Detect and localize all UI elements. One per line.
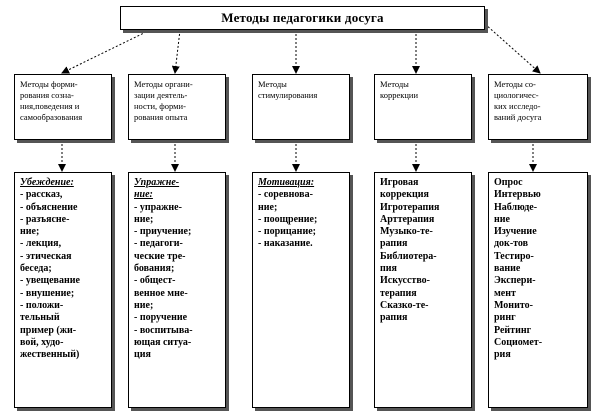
list-item: - объяснение (20, 201, 78, 213)
detail-box-activity (128, 172, 226, 408)
detail-list (134, 202, 220, 362)
detail-box-correction (374, 172, 472, 408)
list-item: Социомет- рия (494, 336, 543, 361)
detail-list (494, 177, 582, 361)
list-item: Интервью (494, 189, 541, 201)
list-item: - наказание. (258, 238, 313, 250)
list-item: Искусство- терапия (380, 275, 430, 299)
list-item: - общест- венное мне- ние; (134, 275, 188, 311)
list-item: - этическая беседа; (20, 250, 72, 275)
list-item: - положи- тельный пример (жи- вой, худо- жественный) (20, 299, 80, 361)
list-item: - педагоги- ческие тре- бования; (134, 238, 186, 275)
list-item: - соревнова- ние; (258, 189, 313, 213)
detail-list (258, 189, 344, 250)
list-item: - разъясне- ние; (20, 213, 70, 238)
list-item: - порицание; (258, 226, 316, 238)
list-item: Опрос (494, 177, 523, 188)
category-label: Методы со- циологичес- ких исследо- ваний досуга (494, 79, 542, 122)
category-box-activity (128, 74, 226, 140)
list-item: - поощрение; (258, 213, 318, 225)
detail-list (20, 189, 106, 361)
list-item: Библиотера- пия (380, 250, 437, 275)
category-label: Методы форми- рования созна- ния,поведения и самообразования (20, 79, 83, 122)
list-item: Сказко-те- рапия (380, 299, 429, 324)
list-item: - воспитыва- ющая ситуа- ция (134, 324, 193, 361)
detail-box-formation (14, 172, 112, 408)
detail-list (380, 177, 466, 325)
category-label: Методы стимулирования (258, 79, 318, 100)
category-box-research (488, 74, 588, 140)
list-item: Монито- ринг (494, 299, 533, 324)
detail-heading: Убеждение: (20, 177, 74, 188)
category-box-correction (374, 74, 472, 140)
category-label: Методы коррекции (380, 79, 418, 100)
list-item: - внушение; (20, 287, 75, 299)
list-item: - увещевание (20, 275, 80, 287)
list-item: Изучение док-тов (494, 226, 537, 250)
list-item: Игровая коррекция (380, 177, 429, 201)
list-item: - упражне- ние; (134, 201, 182, 225)
list-item: - поручение (134, 312, 188, 324)
list-item: Наблюде- ние (494, 201, 538, 225)
diagram-title: Методы педагогики досуга (221, 10, 384, 25)
detail-box-stimulation (252, 172, 350, 408)
list-item: Арттерапия (380, 213, 435, 225)
list-item: Тестиро- вание (494, 250, 534, 275)
list-item: Игротерапия (380, 201, 440, 213)
list-item: - лекция, (20, 238, 62, 250)
list-item: Музыко-те- рапия (380, 226, 433, 250)
list-item: Экспери- мент (494, 275, 536, 299)
list-item: Рейтинг (494, 324, 532, 336)
arrow-title-to-cat-1 (62, 30, 150, 73)
detail-box-research (488, 172, 588, 408)
category-box-formation (14, 74, 112, 140)
category-label: Методы органи- зации деятель- ности, форми- рования опыта (134, 79, 193, 122)
list-item: - рассказ, (20, 189, 63, 201)
category-box-stimulation (252, 74, 350, 140)
list-item: - приучение; (134, 226, 192, 238)
arrow-title-to-cat-2 (175, 30, 180, 73)
arrow-title-to-cat-5 (485, 24, 540, 73)
detail-heading: Упражне- ние: (134, 177, 180, 201)
detail-heading: Мотивация: (258, 177, 315, 188)
diagram-title-box (120, 6, 485, 30)
